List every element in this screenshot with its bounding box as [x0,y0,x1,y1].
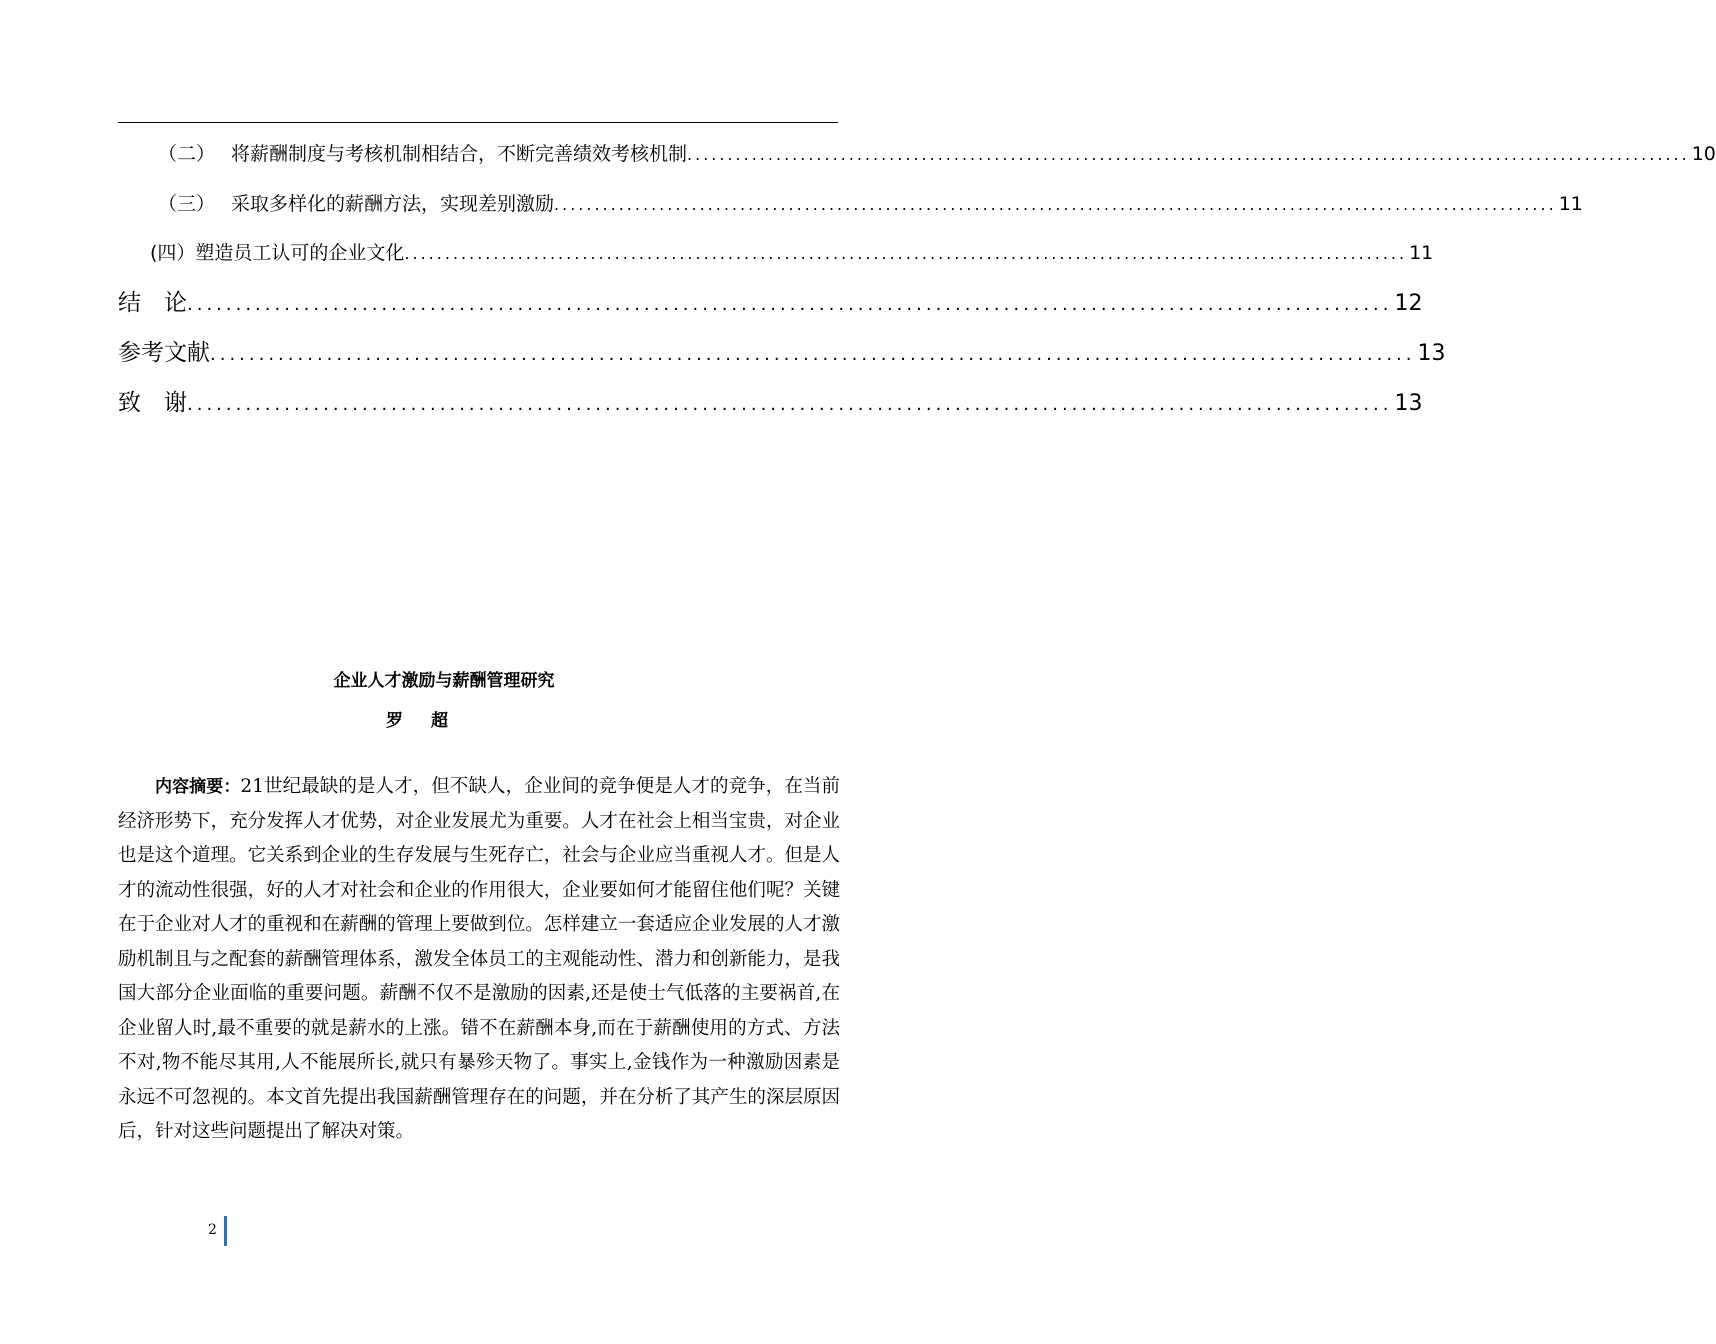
toc-leader: ............................................................................................................................ [210,344,1416,365]
toc-page-number: 10 [1691,143,1716,165]
toc-entry[interactable] [158,189,1583,219]
paper-author: 罗超 [386,711,476,731]
toc-entry[interactable] [118,285,1423,321]
toc-page-number: 13 [1417,341,1446,366]
toc-leader: ............................................................................................................................ [554,195,1557,214]
footer-accent-bar [224,1216,227,1246]
paper-title: 企业人才激励与薪酬管理研究 [333,671,555,691]
toc-leader: ............................................................................................................................ [187,294,1393,315]
toc-entry-text: 结 论 [118,290,187,316]
toc-leader: ............................................................................................................................ [687,145,1690,164]
toc-page-number: 12 [1394,291,1423,316]
toc-entry[interactable] [118,335,1446,371]
abstract-label: 内容摘要： [155,777,241,797]
toc-page-number: 11 [1558,193,1583,215]
header-rule [118,122,838,123]
toc-entry-text: 参考文献 [118,340,210,366]
abstract-text: 21世纪最缺的是人才，但不缺人，企业间的竞争便是人才的竞争，在当前经济形势下，充分发挥人才优势，对企业发展尤为重要。人才在社会上相当宝贵，对企业也是这个道理。它关系到企业的生存发展与生死存亡，社会与企业应当重视人才。但是人才的流动性很强，好的人才对社会和企业的作用很大，企业要如何才能留住他们呢？关键在于企业对人才的重视和在薪酬的管理上要做到位。怎样建立一套适应企业发展的人才激励机制且与之配套的薪酬管理体系，激发全体员工的主观能动性、潜力和创新能力，是我国大部分企业面临的重要问题。薪酬不仅不是激励的因素,还是使士气低落的主要祸首,在企业留人时,最不重要的就是薪水的上涨。错不在薪酬本身,而在于薪酬使用的方式、方法不对,物不能尽其用,人不能展所长,就只有暴殄天物了。事实上,金钱作为一种激励因素是永远不可忽视的。本文首先提出我国薪酬管理存在的问题，并在分析了其产生的深层原因后，针对这些问题提出了解决对策。 [118,776,841,1142]
toc-page-number: 13 [1394,391,1423,416]
toc-leader: ............................................................................................................................ [187,394,1393,415]
toc-entry-text: 采取多样化的薪酬方法，实现差别激励 [231,193,555,215]
page-number: 2 [208,1222,217,1238]
toc-entry[interactable] [118,385,1423,421]
toc-entry[interactable] [158,139,1716,169]
toc-leader: ............................................................................................................................ [404,244,1408,263]
toc-entry-text: 将薪酬制度与考核机制相结合，不断完善绩效考核机制 [231,143,688,165]
toc-entry-text: 致 谢 [118,390,187,416]
toc-entry-text: (四）塑造员工认可的企业文化 [150,242,405,264]
abstract-paragraph [118,770,840,1150]
toc-page-number: 11 [1409,242,1434,264]
toc-entry[interactable] [150,238,1434,268]
toc-entry-marker: （三） [158,193,216,215]
toc-entry-marker: （二） [158,143,216,165]
